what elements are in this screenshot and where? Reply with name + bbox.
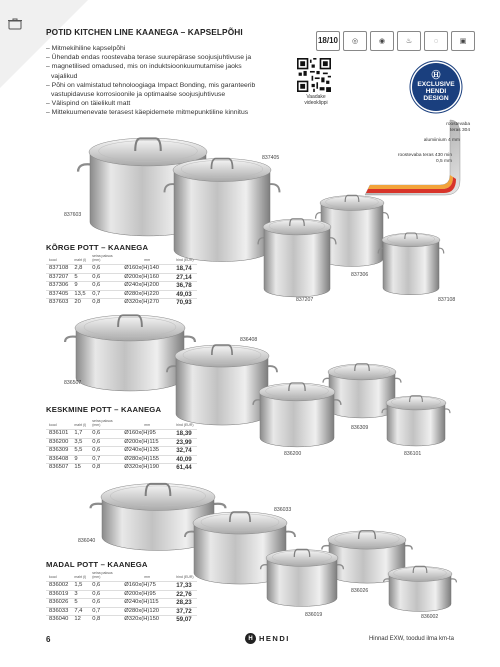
cell-price: 40,09 — [173, 455, 196, 464]
cell-price: 23,99 — [173, 438, 196, 447]
feature-item: – Põhi on valmistatud tehnoloogiaga Impact Bonding, mis garanteerib — [46, 81, 256, 89]
pot-image — [164, 158, 279, 261]
cell-code: 837603 — [46, 299, 71, 307]
cell-wall: 0,6 — [89, 430, 121, 439]
cell-price: 28,23 — [173, 599, 196, 608]
cell-code: 836408 — [46, 455, 71, 464]
feature-item: vajalikud — [51, 72, 78, 80]
pot-code-label: 836026 — [351, 588, 369, 594]
cell-wall: 0,6 — [89, 282, 121, 291]
cell-volume: 20 — [71, 299, 89, 307]
feature-item: – Mittekuumenevate terasest käepidemete mitmepunktiline kinnitus — [46, 109, 249, 117]
feature-item: – Välispind on täielikult matt — [46, 100, 131, 108]
cell-code: 836507 — [46, 464, 71, 472]
cell-size: Ø160x(H)95 — [121, 430, 173, 439]
cell-code: 836200 — [46, 438, 71, 447]
cell-volume: 12 — [71, 616, 89, 624]
cell-size: Ø200x(H)160 — [121, 273, 173, 282]
layer-label-middle: alumiinium 4 mm — [423, 138, 460, 143]
cell-volume: 9 — [71, 282, 89, 291]
cell-code: 836101 — [46, 430, 71, 439]
cell-size: Ø200x(H)95 — [121, 590, 173, 599]
cell-size: Ø200x(H)115 — [121, 438, 173, 447]
table-row — [46, 438, 197, 447]
cell-size: Ø320x(H)150 — [121, 616, 173, 624]
cell-code: 837108 — [46, 265, 71, 274]
table-row — [46, 299, 197, 307]
cell-price: 27,14 — [173, 273, 196, 282]
cell-size: Ø280x(H)120 — [121, 607, 173, 616]
price-note: Hinnad EXW, toodud ilma km-ta — [368, 636, 454, 642]
cell-volume: 3,5 — [71, 438, 89, 447]
section-title-medium: KESKMINE POTT – KAANEGA — [46, 405, 162, 414]
cell-volume: 1,5 — [71, 582, 89, 591]
pot-code-label: 836507 — [64, 380, 82, 386]
electric-icon: ◉ — [370, 31, 394, 51]
cell-code: 837207 — [46, 273, 71, 282]
cell-wall: 0,6 — [89, 582, 121, 591]
pot-image — [378, 233, 443, 295]
section-title-tall: KÕRGE POTT – KAANEGA — [46, 243, 149, 252]
page-title: POTID KITCHEN LINE KAANEGA – KAPSELPÕHI — [46, 27, 243, 37]
cell-price: 22,76 — [173, 590, 196, 599]
pot-code-label: 837306 — [351, 272, 369, 278]
pot-code-label: 836033 — [274, 507, 292, 513]
spec-table-medium: kood maht (l) seina paksus (mm) mm hind (EUR) 836101 1,7 0,6 Ø160x(H)95 18,39 836200 3,5 0,6 Ø200x(H)115 23,99 836309 5,5 0,6 Ø240x(H)135 32,74 836408 9 0,7 Ø280x(H)155 40,09 836507 15 0,8 Ø320x(H)190 61,44 — [46, 419, 197, 472]
cell-price: 61,44 — [173, 464, 196, 472]
spec-table-tall: kood maht (l) seina paksus (mm) mm hind (EUR) 837108 2,8 0,6 Ø160x(H)140 18,74 837207 5 0,6 Ø200x(H)160 27,14 837306 9 0,6 Ø240x(H)200 36,78 837405 13,5 0,7 Ø280x(H)220 49,03 837603 20 0,8 Ø320x(H)270 70,93 — [46, 254, 197, 307]
oven-icon: ▣ — [451, 31, 475, 51]
pot-image — [253, 383, 341, 447]
cell-code: 837306 — [46, 282, 71, 291]
cell-price: 18,39 — [173, 430, 196, 439]
cell-size: Ø240x(H)115 — [121, 599, 173, 608]
cell-code: 836026 — [46, 599, 71, 608]
table-row — [46, 599, 197, 608]
cell-price: 17,33 — [173, 582, 196, 591]
cell-size: Ø280x(H)220 — [121, 290, 173, 299]
cell-code: 837405 — [46, 290, 71, 299]
cell-size: Ø240x(H)135 — [121, 447, 173, 456]
cell-wall: 0,6 — [89, 265, 121, 274]
table-row — [46, 455, 197, 464]
pot-code-label: 836019 — [305, 612, 323, 618]
cell-wall: 0,6 — [89, 447, 121, 456]
cell-wall: 0,8 — [89, 299, 121, 307]
cell-code: 836040 — [46, 616, 71, 624]
cell-size: Ø160x(H)75 — [121, 582, 173, 591]
cell-size: Ø320x(H)270 — [121, 299, 173, 307]
spec-rows — [46, 265, 197, 307]
layer-label-top: roostevaba teras 304 — [446, 122, 470, 133]
feature-item: – magnetilised omadused, mis on induktsioonkuumutamise jaoks — [46, 63, 242, 71]
cell-volume: 5 — [71, 273, 89, 282]
table-row — [46, 282, 197, 291]
spec-rows — [46, 582, 197, 624]
pot-code-label: 837108 — [438, 297, 456, 303]
pot-code-label: 837405 — [262, 155, 280, 161]
pot-image — [258, 219, 336, 297]
table-row — [46, 582, 197, 591]
pot-code-label: 837207 — [296, 297, 314, 303]
table-row — [46, 430, 197, 439]
cell-price: 37,72 — [173, 607, 196, 616]
pot-code-label: 836101 — [404, 451, 422, 457]
footer-logo: H HENDI — [245, 633, 290, 644]
cell-volume: 13,5 — [71, 290, 89, 299]
table-row — [46, 607, 197, 616]
cell-price: 59,07 — [173, 616, 196, 624]
induction-icon: ◎ — [343, 31, 367, 51]
hendi-logo-icon: H — [245, 633, 256, 644]
cell-wall: 0,8 — [89, 616, 121, 624]
cell-volume: 7,4 — [71, 607, 89, 616]
cell-code: 836019 — [46, 590, 71, 599]
cell-volume: 3 — [71, 590, 89, 599]
pot-code-label: 836309 — [351, 425, 369, 431]
table-row — [46, 265, 197, 274]
pot-image — [65, 315, 195, 391]
cell-wall: 0,7 — [89, 607, 121, 616]
cell-wall: 0,6 — [89, 599, 121, 608]
cell-volume: 2,8 — [71, 265, 89, 274]
cell-code: 836309 — [46, 447, 71, 456]
cell-size: Ø240x(H)200 — [121, 282, 173, 291]
cell-volume: 15 — [71, 464, 89, 472]
feature-item: – Mitmekihiline kapselpõhi — [46, 45, 126, 52]
cell-wall: 0,6 — [89, 273, 121, 282]
exclusive-design-badge: Ⓗ EXCLUSIVE HENDI DESIGN — [412, 63, 460, 111]
pot-image — [261, 549, 344, 606]
cell-price: 70,93 — [173, 299, 196, 307]
spec-rows — [46, 430, 197, 472]
pot-code-label: 836408 — [240, 337, 258, 343]
cell-wall: 0,7 — [89, 290, 121, 299]
ceramic-icon: ◌ — [424, 31, 448, 51]
table-row — [46, 290, 197, 299]
pot-image — [382, 396, 450, 446]
steel-grade-badge: 18/10 — [316, 31, 340, 51]
table-row — [46, 447, 197, 456]
cell-code: 836002 — [46, 582, 71, 591]
page-number: 6 — [46, 635, 51, 644]
cell-wall: 0,7 — [89, 455, 121, 464]
cell-volume: 9 — [71, 455, 89, 464]
cell-price: 36,78 — [173, 282, 196, 291]
table-row — [46, 273, 197, 282]
table-row — [46, 464, 197, 472]
feature-item: – Ühendab endas roostevaba terase suurepärase soojusjuhtivuse ja — [46, 54, 252, 62]
table-row — [46, 616, 197, 624]
cell-code: 836033 — [46, 607, 71, 616]
pot-code-label: 836040 — [78, 538, 96, 544]
pot-code-label: 837603 — [64, 212, 82, 218]
spec-table-low: kood maht (l) seina paksus (mm) mm hind (EUR) 836002 1,5 0,6 Ø160x(H)75 17,33 836019 3 0,6 Ø200x(H)95 22,76 836026 5 0,6 Ø240x(H)115 28,23 836033 7,4 0,7 Ø280x(H)120 37,72 836040 12 0,8 Ø320x(H)150 59,07 — [46, 571, 197, 624]
cell-price: 18,74 — [173, 265, 196, 274]
cell-volume: 1,7 — [71, 430, 89, 439]
cell-size: Ø160x(H)140 — [121, 265, 173, 274]
layer-label-bottom: roostevaba teras 430 min 0,5 mm — [397, 153, 452, 164]
cell-wall: 0,6 — [89, 590, 121, 599]
cell-volume: 5,5 — [71, 447, 89, 456]
cell-volume: 5 — [71, 599, 89, 608]
pot-image — [384, 566, 457, 611]
table-row — [46, 590, 197, 599]
pot-code-label: 836200 — [284, 451, 302, 457]
cell-size: Ø280x(H)155 — [121, 455, 173, 464]
section-title-low: MADAL POTT – KAANEGA — [46, 560, 148, 569]
gas-icon: ♨ — [397, 31, 421, 51]
cell-price: 32,74 — [173, 447, 196, 456]
hendi-logo-icon: Ⓗ — [431, 70, 441, 80]
qr-label: Vaadake videoklippi — [304, 94, 328, 106]
cell-price: 49,03 — [173, 290, 196, 299]
feature-item: vastupidavuse korrosioonile ja optimaalse soojusjuhtivuse — [51, 91, 226, 99]
cell-wall: 0,8 — [89, 464, 121, 472]
cell-wall: 0,6 — [89, 438, 121, 447]
cell-size: Ø320x(H)190 — [121, 464, 173, 472]
pot-code-label: 836002 — [421, 614, 439, 620]
